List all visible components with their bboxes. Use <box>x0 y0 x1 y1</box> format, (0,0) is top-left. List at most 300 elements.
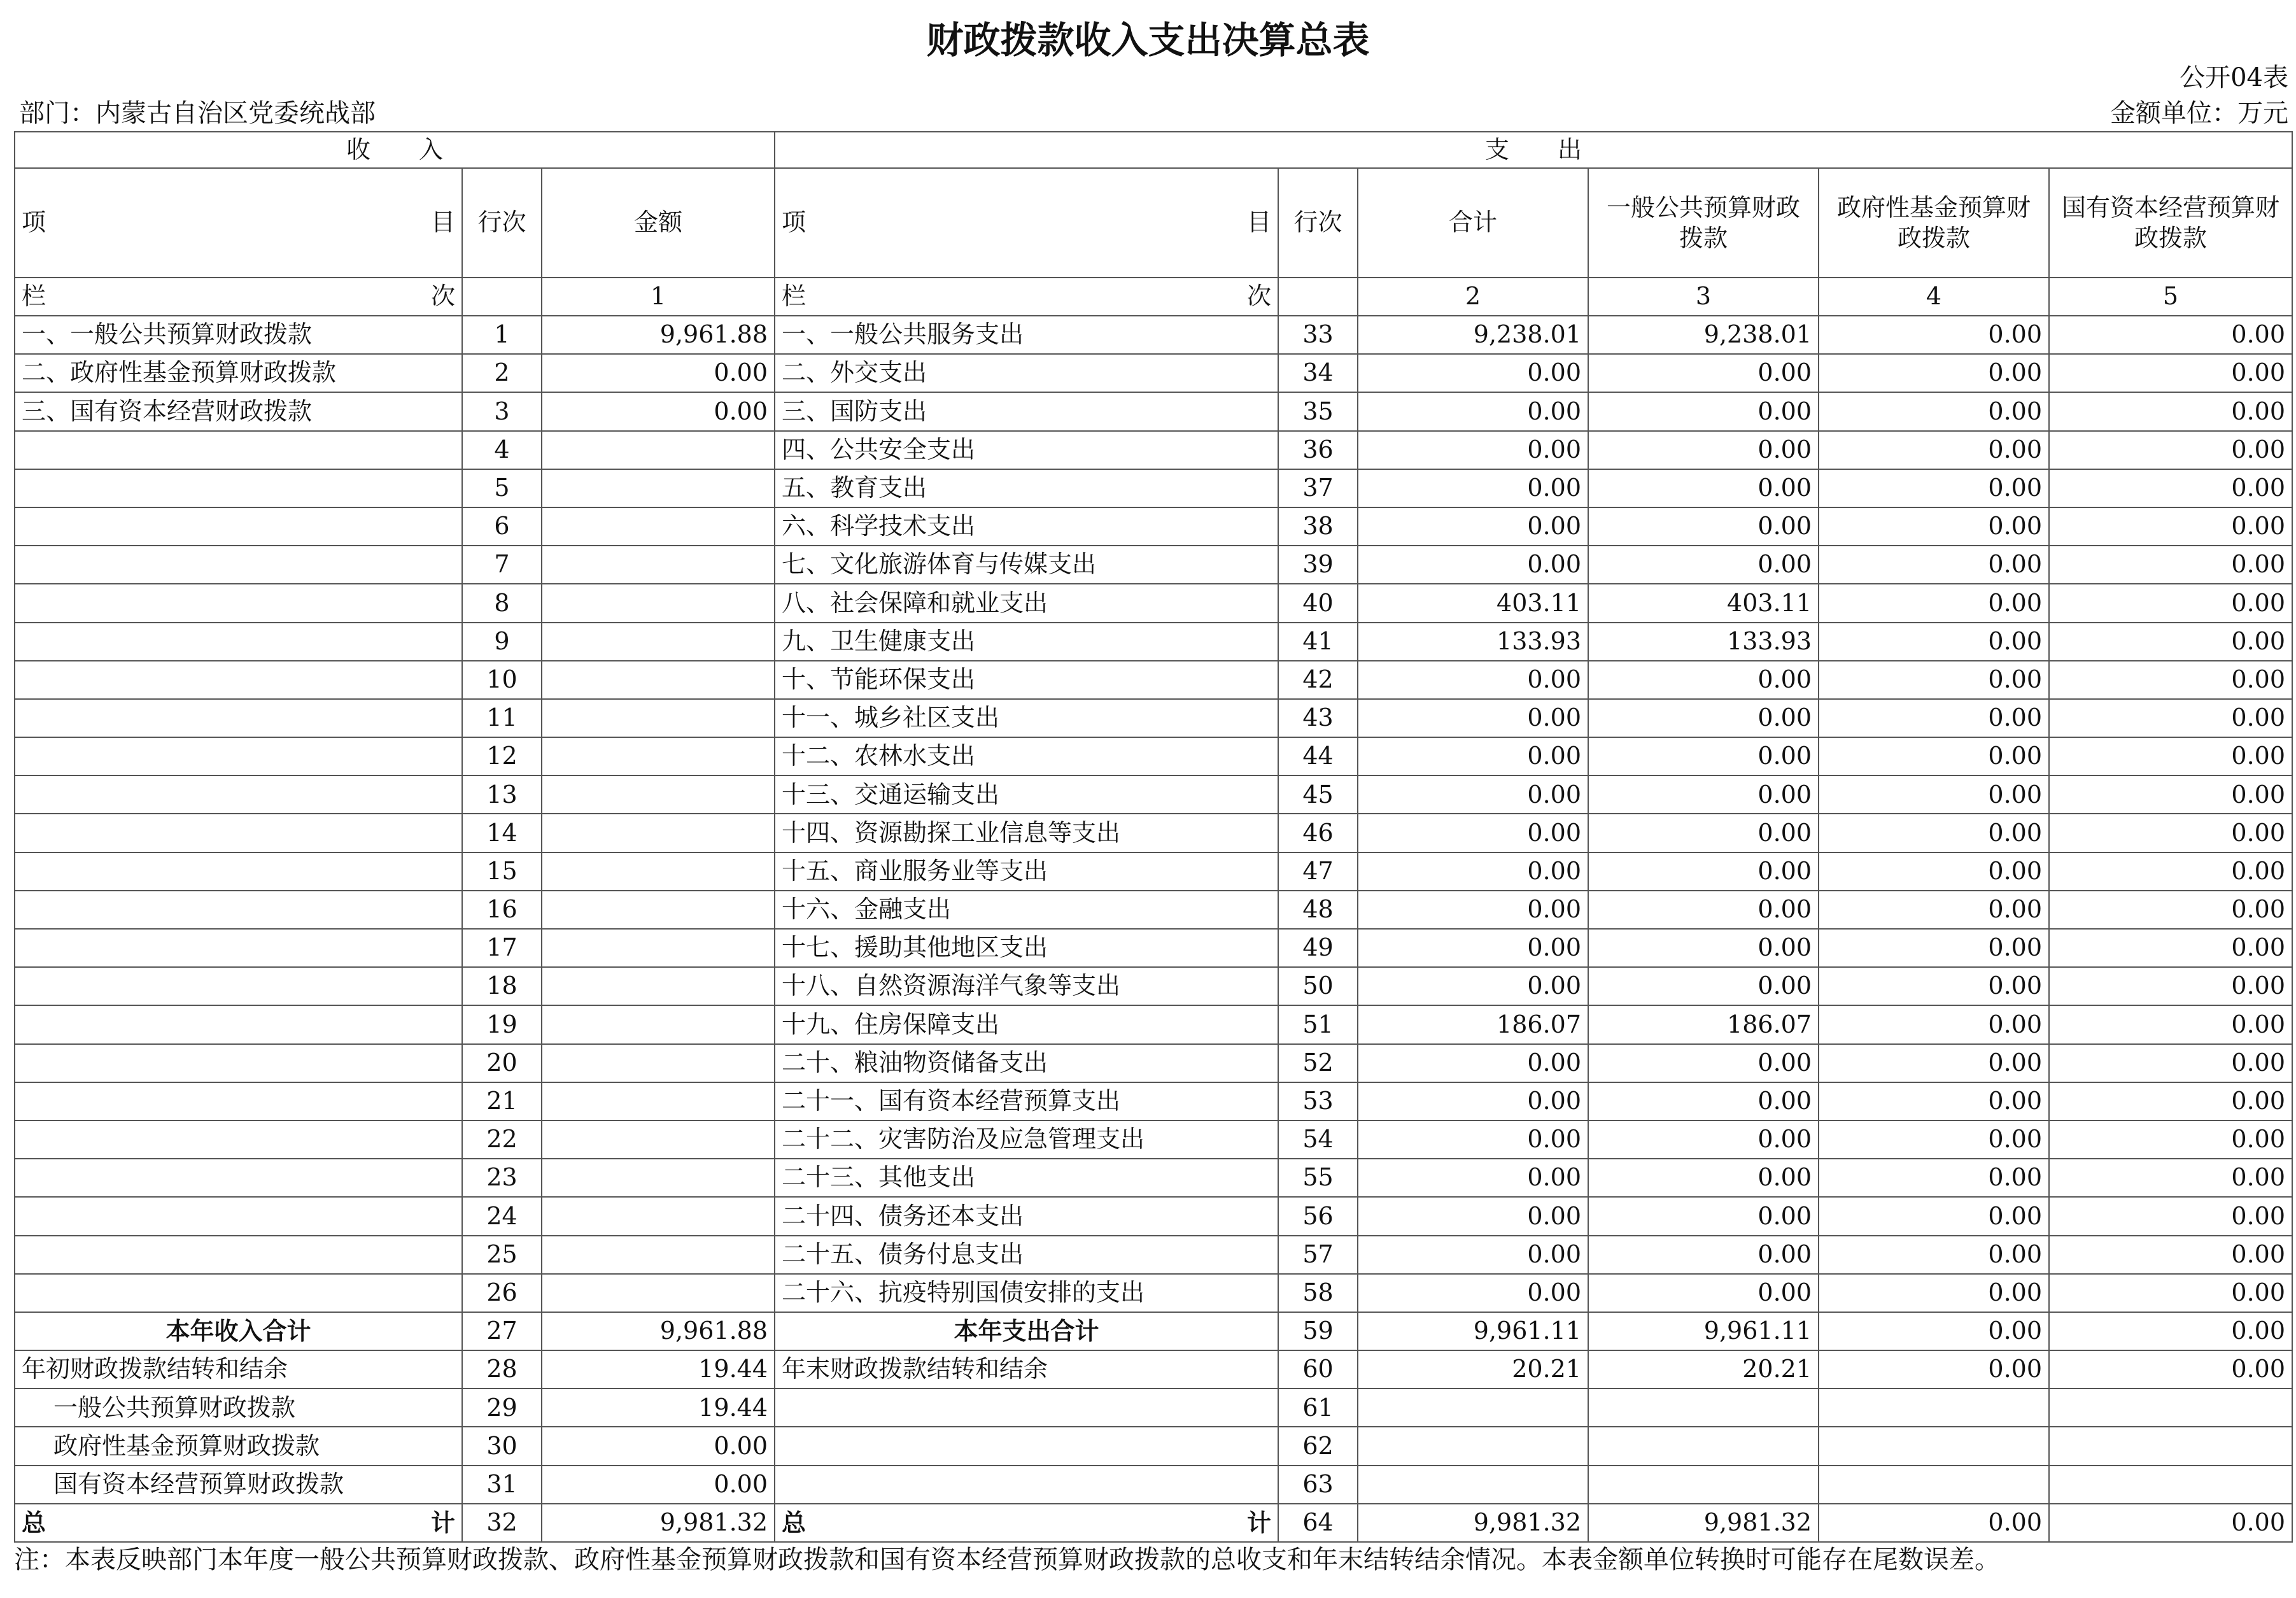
income-amount <box>542 1005 775 1043</box>
grand-total-ex-no: 64 <box>1278 1504 1358 1542</box>
expense-row-no: 39 <box>1278 546 1358 584</box>
table-row <box>15 852 2292 891</box>
general-budget-header: 一般公共预算财政拨款 <box>1588 168 1819 278</box>
fund-amount: 0.00 <box>1819 1044 2049 1082</box>
income-item <box>15 929 462 967</box>
income-row-no: 25 <box>462 1236 542 1274</box>
expense-row-no: 33 <box>1278 316 1358 354</box>
state-amount: 0.00 <box>2049 775 2292 814</box>
income-row-no: 1 <box>462 316 542 354</box>
general-amount: 0.00 <box>1588 431 1819 469</box>
col-index-1: 1 <box>542 278 775 316</box>
expense-row-no: 58 <box>1278 1274 1358 1312</box>
income-amount <box>542 623 775 661</box>
table-row <box>15 469 2292 507</box>
fund-amount <box>1819 1427 2049 1465</box>
state-amount: 0.00 <box>2049 392 2292 430</box>
total-amount: 0.00 <box>1358 891 1588 929</box>
income-item <box>15 852 462 891</box>
expense-item: 三、国防支出 <box>775 392 1278 430</box>
income-amount <box>542 814 775 852</box>
grand-total-state: 0.00 <box>2049 1504 2292 1542</box>
general-amount: 0.00 <box>1588 929 1819 967</box>
state-amount: 0.00 <box>2049 1350 2292 1389</box>
fund-amount: 0.00 <box>1819 891 2049 929</box>
general-amount <box>1588 1466 1819 1504</box>
income-row-no: 26 <box>462 1274 542 1312</box>
total-amount <box>1358 1466 1588 1504</box>
item-left-label: 项 <box>22 208 46 237</box>
fund-amount: 0.00 <box>1819 1312 2049 1350</box>
fund-amount: 0.00 <box>1819 469 2049 507</box>
income-row-no-header: 行次 <box>462 168 542 278</box>
expense-item: 十、节能环保支出 <box>775 661 1278 699</box>
fund-amount: 0.00 <box>1819 1350 2049 1389</box>
total-amount: 0.00 <box>1358 469 1588 507</box>
column-header-row <box>15 168 2292 278</box>
expense-item: 十三、交通运输支出 <box>775 775 1278 814</box>
col-index-3: 3 <box>1588 278 1819 316</box>
fund-amount: 0.00 <box>1819 354 2049 392</box>
expense-item: 十四、资源勘探工业信息等支出 <box>775 814 1278 852</box>
income-col-label <box>15 278 462 316</box>
income-item <box>15 1082 462 1121</box>
state-amount: 0.00 <box>2049 1197 2292 1235</box>
income-amount <box>542 546 775 584</box>
total-amount: 133.93 <box>1358 623 1588 661</box>
grand-total-in-amount: 9,981.32 <box>542 1504 775 1542</box>
item-right-label: 目 <box>1247 208 1272 237</box>
column-index-row <box>15 278 2292 316</box>
income-row-no: 6 <box>462 507 542 546</box>
expense-row-no: 36 <box>1278 431 1358 469</box>
expense-item: 二十一、国有资本经营预算支出 <box>775 1082 1278 1121</box>
income-item <box>15 1121 462 1159</box>
state-amount: 0.00 <box>2049 1312 2292 1350</box>
income-row-no: 5 <box>462 469 542 507</box>
total-amount <box>1358 1427 1588 1465</box>
state-amount: 0.00 <box>2049 891 2292 929</box>
income-item-header <box>15 168 462 278</box>
total-amount: 9,961.11 <box>1358 1312 1588 1350</box>
state-amount <box>2049 1466 2292 1504</box>
total-amount: 186.07 <box>1358 1005 1588 1043</box>
state-amount: 0.00 <box>2049 929 2292 967</box>
fund-amount: 0.00 <box>1819 1082 2049 1121</box>
table-row <box>15 1082 2292 1121</box>
expense-row-no: 55 <box>1278 1159 1358 1197</box>
form-code: 公开04表 <box>2180 63 2288 92</box>
table-row <box>15 1044 2292 1082</box>
general-amount: 0.00 <box>1588 1197 1819 1235</box>
col-left-label: 栏 <box>782 282 806 311</box>
income-row-no: 12 <box>462 737 542 775</box>
state-amount: 0.00 <box>2049 507 2292 546</box>
income-item <box>15 891 462 929</box>
state-amount: 0.00 <box>2049 699 2292 737</box>
income-amount <box>542 584 775 622</box>
fund-amount: 0.00 <box>1819 852 2049 891</box>
income-row-no: 17 <box>462 929 542 967</box>
general-amount: 0.00 <box>1588 1236 1819 1274</box>
grand-total-label-expense: 总 计 <box>775 1504 1278 1542</box>
income-row-no: 30 <box>462 1427 542 1465</box>
income-amount <box>542 1236 775 1274</box>
expense-item: 十五、商业服务业等支出 <box>775 852 1278 891</box>
table-row <box>15 1236 2292 1274</box>
table-row <box>15 661 2292 699</box>
expense-item <box>775 1427 1278 1465</box>
state-amount: 0.00 <box>2049 814 2292 852</box>
income-item <box>15 1236 462 1274</box>
income-item <box>15 661 462 699</box>
state-amount: 0.00 <box>2049 469 2292 507</box>
fund-amount: 0.00 <box>1819 1159 2049 1197</box>
general-amount: 0.00 <box>1588 699 1819 737</box>
col-right-label: 次 <box>430 282 455 311</box>
fund-amount: 0.00 <box>1819 1236 2049 1274</box>
state-amount: 0.00 <box>2049 1159 2292 1197</box>
income-amount: 0.00 <box>542 354 775 392</box>
general-amount: 186.07 <box>1588 1005 1819 1043</box>
income-amount <box>542 699 775 737</box>
expense-row-no: 48 <box>1278 891 1358 929</box>
table-row <box>15 623 2292 661</box>
state-amount: 0.00 <box>2049 661 2292 699</box>
income-row-no: 18 <box>462 967 542 1005</box>
expense-item-header <box>775 168 1278 278</box>
table-row <box>15 316 2292 354</box>
table-row <box>15 1159 2292 1197</box>
expense-item <box>775 1389 1278 1427</box>
income-amount <box>542 507 775 546</box>
fund-amount: 0.00 <box>1819 1005 2049 1043</box>
state-amount: 0.00 <box>2049 737 2292 775</box>
table-row <box>15 699 2292 737</box>
expense-item: 十六、金融支出 <box>775 891 1278 929</box>
income-row-no: 10 <box>462 661 542 699</box>
total-amount: 0.00 <box>1358 1044 1588 1082</box>
general-amount: 0.00 <box>1588 1121 1819 1159</box>
income-item: 一般公共预算财政拨款 <box>15 1389 462 1427</box>
general-amount: 0.00 <box>1588 392 1819 430</box>
fund-budget-header: 政府性基金预算财政拨款 <box>1819 168 2049 278</box>
general-amount: 0.00 <box>1588 775 1819 814</box>
fund-amount: 0.00 <box>1819 584 2049 622</box>
expense-item: 十二、农林水支出 <box>775 737 1278 775</box>
expense-item: 二十、粮油物资储备支出 <box>775 1044 1278 1082</box>
total-amount: 0.00 <box>1358 814 1588 852</box>
item-right-label: 目 <box>430 208 455 237</box>
general-amount: 0.00 <box>1588 661 1819 699</box>
income-row-no: 24 <box>462 1197 542 1235</box>
table-row <box>15 929 2292 967</box>
table-row <box>15 814 2292 852</box>
fund-amount: 0.00 <box>1819 967 2049 1005</box>
state-amount: 0.00 <box>2049 1005 2292 1043</box>
state-amount: 0.00 <box>2049 623 2292 661</box>
general-amount: 0.00 <box>1588 507 1819 546</box>
income-item <box>15 1159 462 1197</box>
state-amount: 0.00 <box>2049 354 2292 392</box>
general-amount: 133.93 <box>1588 623 1819 661</box>
col-left-label: 栏 <box>22 282 46 311</box>
state-amount: 0.00 <box>2049 584 2292 622</box>
col-index-2: 2 <box>1358 278 1588 316</box>
expense-item: 十九、住房保障支出 <box>775 1005 1278 1043</box>
state-amount: 0.00 <box>2049 852 2292 891</box>
general-amount: 0.00 <box>1588 814 1819 852</box>
income-amount: 19.44 <box>542 1350 775 1389</box>
fund-amount: 0.00 <box>1819 392 2049 430</box>
expense-item: 二十四、债务还本支出 <box>775 1197 1278 1235</box>
total-amount: 0.00 <box>1358 1236 1588 1274</box>
total-amount: 0.00 <box>1358 1121 1588 1159</box>
general-amount: 0.00 <box>1588 469 1819 507</box>
col-index-5: 5 <box>2049 278 2292 316</box>
total-amount: 0.00 <box>1358 1159 1588 1197</box>
income-amount <box>542 967 775 1005</box>
unit-label: 金额单位：万元 <box>2110 99 2288 128</box>
expense-col-label <box>775 278 1278 316</box>
expense-item: 二、外交支出 <box>775 354 1278 392</box>
state-amount <box>2049 1389 2292 1427</box>
general-amount: 0.00 <box>1588 1274 1819 1312</box>
total-amount: 0.00 <box>1358 431 1588 469</box>
expense-row-no: 57 <box>1278 1236 1358 1274</box>
fund-amount: 0.00 <box>1819 661 2049 699</box>
total-header: 合计 <box>1358 168 1588 278</box>
fund-amount: 0.00 <box>1819 1121 2049 1159</box>
income-amount <box>542 1274 775 1312</box>
expense-row-no-header: 行次 <box>1278 168 1358 278</box>
expense-item: 十八、自然资源海洋气象等支出 <box>775 967 1278 1005</box>
fund-amount: 0.00 <box>1819 1197 2049 1235</box>
expense-row-no: 45 <box>1278 775 1358 814</box>
table-row <box>15 1274 2292 1312</box>
fund-amount: 0.00 <box>1819 623 2049 661</box>
table-row <box>15 584 2292 622</box>
expense-row-no: 60 <box>1278 1350 1358 1389</box>
income-item <box>15 1044 462 1082</box>
income-row-no: 9 <box>462 623 542 661</box>
total-amount: 0.00 <box>1358 929 1588 967</box>
income-item: 三、国有资本经营财政拨款 <box>15 392 462 430</box>
income-item <box>15 1274 462 1312</box>
expense-row-no: 56 <box>1278 1197 1358 1235</box>
general-amount: 0.00 <box>1588 1082 1819 1121</box>
income-row-no: 23 <box>462 1159 542 1197</box>
expense-row-no: 62 <box>1278 1427 1358 1465</box>
income-amount: 9,961.88 <box>542 316 775 354</box>
expense-item: 十一、城乡社区支出 <box>775 699 1278 737</box>
fund-amount: 0.00 <box>1819 546 2049 584</box>
expense-row-no: 53 <box>1278 1082 1358 1121</box>
income-item <box>15 814 462 852</box>
expense-item <box>775 1466 1278 1504</box>
general-amount: 9,238.01 <box>1588 316 1819 354</box>
item-left-label: 项 <box>782 208 806 237</box>
income-row-no: 7 <box>462 546 542 584</box>
income-item: 年初财政拨款结转和结余 <box>15 1350 462 1389</box>
grand-total-fund: 0.00 <box>1819 1504 2049 1542</box>
income-amount <box>542 1082 775 1121</box>
fund-amount: 0.00 <box>1819 814 2049 852</box>
income-amount: 0.00 <box>542 1427 775 1465</box>
state-amount: 0.00 <box>2049 1236 2292 1274</box>
income-amount-header: 金额 <box>542 168 775 278</box>
col-index-4: 4 <box>1819 278 2049 316</box>
income-amount <box>542 1044 775 1082</box>
total-amount: 0.00 <box>1358 775 1588 814</box>
expense-row-no: 43 <box>1278 699 1358 737</box>
income-item <box>15 623 462 661</box>
income-item <box>15 431 462 469</box>
state-amount: 0.00 <box>2049 1121 2292 1159</box>
income-item <box>15 967 462 1005</box>
income-item: 二、政府性基金预算财政拨款 <box>15 354 462 392</box>
expense-row-no: 47 <box>1278 852 1358 891</box>
state-amount: 0.00 <box>2049 1044 2292 1082</box>
general-amount: 0.00 <box>1588 546 1819 584</box>
table-row <box>15 737 2292 775</box>
income-amount <box>542 891 775 929</box>
grand-total-row <box>15 1504 2292 1542</box>
total-amount: 0.00 <box>1358 354 1588 392</box>
income-item <box>15 1005 462 1043</box>
total-amount: 9,238.01 <box>1358 316 1588 354</box>
grand-total-general: 9,981.32 <box>1588 1504 1819 1542</box>
table-row <box>15 1197 2292 1235</box>
footnote: 注：本表反映部门本年度一般公共预算财政拨款、政府性基金预算财政拨款和国有资本经营预算财政拨款的总收支和年末结转结余情况。本表金额单位转换时可能存在尾数误差。 <box>14 1545 2000 1574</box>
expense-row-no: 52 <box>1278 1044 1358 1082</box>
fund-amount: 0.00 <box>1819 775 2049 814</box>
fund-amount: 0.00 <box>1819 507 2049 546</box>
income-row-no: 31 <box>462 1466 542 1504</box>
expense-row-no: 38 <box>1278 507 1358 546</box>
budget-summary-table <box>14 131 2293 1543</box>
fund-amount <box>1819 1389 2049 1427</box>
general-amount: 0.00 <box>1588 354 1819 392</box>
expense-row-no: 40 <box>1278 584 1358 622</box>
expense-row-no: 42 <box>1278 661 1358 699</box>
expense-row-no: 51 <box>1278 1005 1358 1043</box>
table-row <box>15 1427 2292 1465</box>
general-amount: 0.00 <box>1588 737 1819 775</box>
expense-item: 九、卫生健康支出 <box>775 623 1278 661</box>
total-amount: 0.00 <box>1358 967 1588 1005</box>
grand-total-in-no: 32 <box>462 1504 542 1542</box>
expense-item: 五、教育支出 <box>775 469 1278 507</box>
fund-amount: 0.00 <box>1819 699 2049 737</box>
general-amount: 0.00 <box>1588 1159 1819 1197</box>
expense-row-no: 61 <box>1278 1389 1358 1427</box>
table-row <box>15 546 2292 584</box>
state-capital-header: 国有资本经营预算财政拨款 <box>2049 168 2292 278</box>
total-amount: 20.21 <box>1358 1350 1588 1389</box>
general-amount: 0.00 <box>1588 852 1819 891</box>
table-row <box>15 1121 2292 1159</box>
income-amount <box>542 1197 775 1235</box>
income-row-no: 11 <box>462 699 542 737</box>
table-row <box>15 354 2292 392</box>
income-item: 政府性基金预算财政拨款 <box>15 1427 462 1465</box>
total-amount: 0.00 <box>1358 699 1588 737</box>
expense-item: 二十三、其他支出 <box>775 1159 1278 1197</box>
income-amount: 9,961.88 <box>542 1312 775 1350</box>
general-amount: 9,961.11 <box>1588 1312 1819 1350</box>
fund-amount: 0.00 <box>1819 316 2049 354</box>
table-row <box>15 775 2292 814</box>
state-amount: 0.00 <box>2049 316 2292 354</box>
general-amount: 20.21 <box>1588 1350 1819 1389</box>
table-row <box>15 507 2292 546</box>
fund-amount: 0.00 <box>1819 431 2049 469</box>
income-header: 收 入 <box>15 132 775 168</box>
income-item <box>15 1197 462 1235</box>
total-amount: 403.11 <box>1358 584 1588 622</box>
expense-item: 十七、援助其他地区支出 <box>775 929 1278 967</box>
expense-item: 本年支出合计 <box>775 1312 1278 1350</box>
general-amount <box>1588 1427 1819 1465</box>
fund-amount: 0.00 <box>1819 737 2049 775</box>
general-amount: 0.00 <box>1588 891 1819 929</box>
expense-item: 四、公共安全支出 <box>775 431 1278 469</box>
income-row-no: 15 <box>462 852 542 891</box>
income-item <box>15 507 462 546</box>
income-item <box>15 469 462 507</box>
income-item <box>15 584 462 622</box>
expense-row-no: 41 <box>1278 623 1358 661</box>
income-amount <box>542 929 775 967</box>
income-row-no: 8 <box>462 584 542 622</box>
income-item: 本年收入合计 <box>15 1312 462 1350</box>
income-row-no: 28 <box>462 1350 542 1389</box>
income-amount <box>542 1159 775 1197</box>
income-row-no: 20 <box>462 1044 542 1082</box>
grand-total-total: 9,981.32 <box>1358 1504 1588 1542</box>
income-row-no: 3 <box>462 392 542 430</box>
expense-item: 一、一般公共服务支出 <box>775 316 1278 354</box>
expense-row-no: 37 <box>1278 469 1358 507</box>
table-row <box>15 1312 2292 1350</box>
total-amount: 0.00 <box>1358 737 1588 775</box>
fund-amount: 0.00 <box>1819 929 2049 967</box>
income-item <box>15 699 462 737</box>
table-row <box>15 1466 2292 1504</box>
expense-header: 支 出 <box>775 132 2292 168</box>
expense-row-no: 35 <box>1278 392 1358 430</box>
state-amount: 0.00 <box>2049 431 2292 469</box>
total-amount: 0.00 <box>1358 1197 1588 1235</box>
expense-row-no: 44 <box>1278 737 1358 775</box>
income-amount <box>542 661 775 699</box>
total-amount: 0.00 <box>1358 1274 1588 1312</box>
income-amount: 0.00 <box>542 392 775 430</box>
general-amount: 403.11 <box>1588 584 1819 622</box>
income-amount <box>542 775 775 814</box>
state-amount: 0.00 <box>2049 1082 2292 1121</box>
total-amount: 0.00 <box>1358 1082 1588 1121</box>
income-row-no: 14 <box>462 814 542 852</box>
expense-row-no: 59 <box>1278 1312 1358 1350</box>
expense-row-no: 46 <box>1278 814 1358 852</box>
income-row-no: 19 <box>462 1005 542 1043</box>
income-amount: 19.44 <box>542 1389 775 1427</box>
table-row <box>15 1005 2292 1043</box>
col-right-label: 次 <box>1247 282 1272 311</box>
expense-item: 二十五、债务付息支出 <box>775 1236 1278 1274</box>
